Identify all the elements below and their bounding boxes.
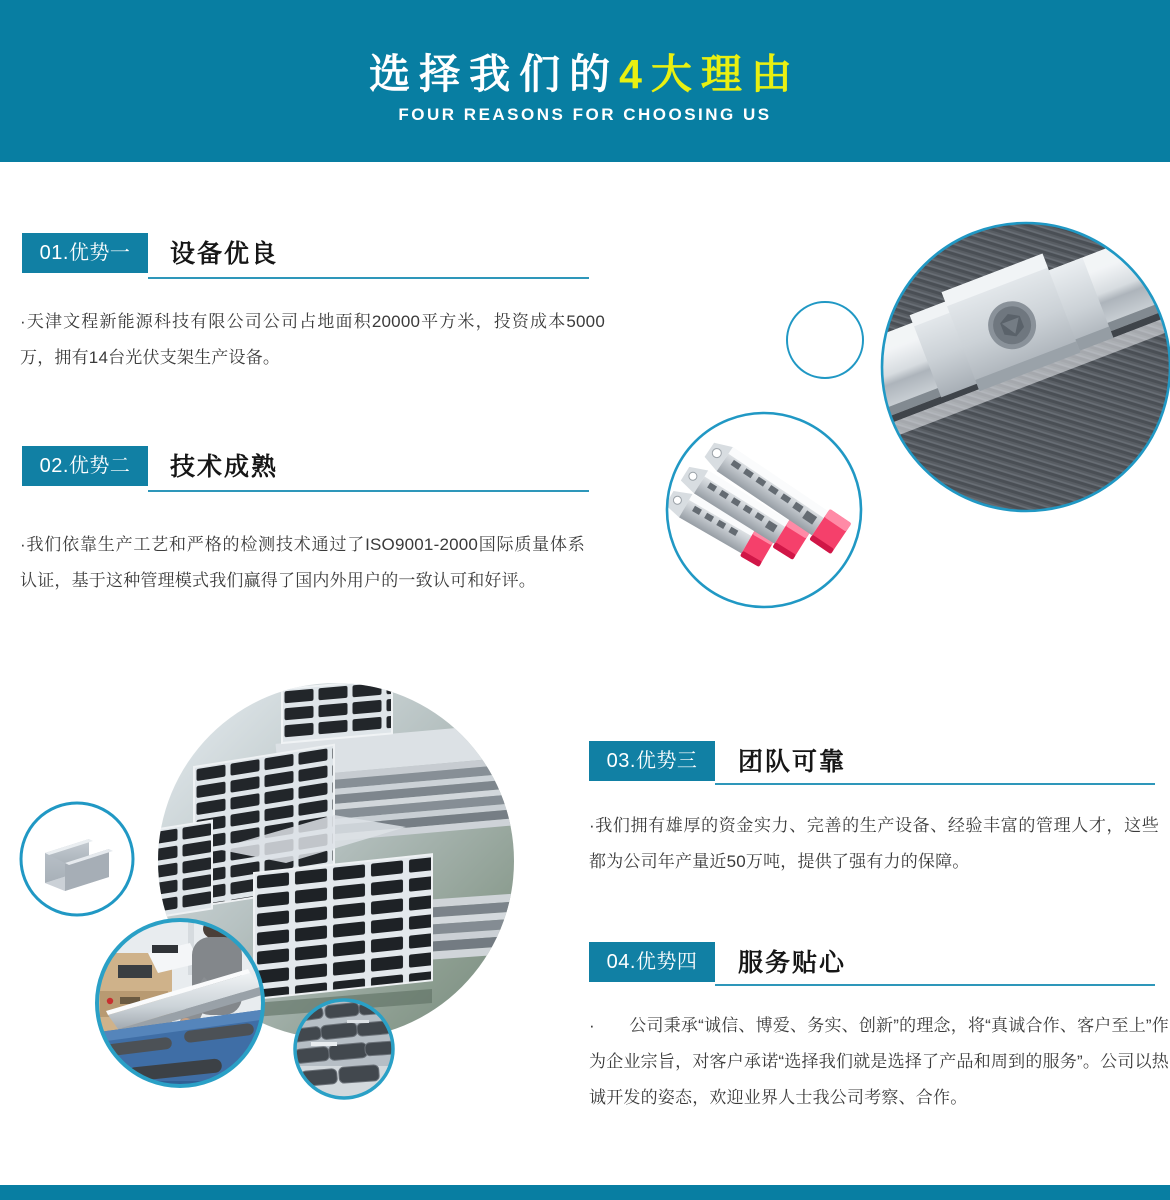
decorative-ring	[786, 301, 864, 379]
advantage-2-badge: 02.优势二	[22, 446, 148, 486]
advantage-4-heading: 服务贴心	[738, 949, 847, 977]
advantage-2-underline	[148, 490, 589, 492]
photo-solar-clamp-circle	[878, 219, 1170, 515]
photo-u-channel-circle	[17, 799, 137, 919]
advantage-2-heading: 技术成熟	[170, 453, 279, 481]
photo-punched-brackets-circle	[663, 409, 865, 611]
footer-strip	[0, 1185, 1170, 1200]
page-title	[0, 0, 1170, 98]
header-band	[0, 0, 1170, 162]
advantage-3-body: ·我们拥有雄厚的资金实力、完善的生产设备、经验丰富的管理人才，这些都为公司年产量近50万吨，提供了强有力的保障。	[589, 816, 1159, 871]
advantage-1-badge: 01.优势一	[22, 233, 148, 273]
advantage-2-body: ·我们依靠生产工艺和严格的检测技术通过了ISO9001-2000国际质量体系认证，基于这种管理模式我们赢得了国内外用户的一致认可和好评。	[20, 535, 585, 590]
advantage-1-underline	[148, 277, 589, 279]
advantage-1-body: ·天津文程新能源科技有限公司公司占地面积20000平方米，投资成本5000万，拥有14台光伏支架生产设备。	[20, 312, 605, 367]
page-subtitle: FOUR REASONS FOR CHOOSING US	[398, 105, 772, 124]
advantage-4-body: · 公司秉承“诚信、博爱、务实、创新”的理念，将“真诚合作、客户至上”作为企业宗旨，对客户承诺“选择我们就是选择了产品和周到的服务”。公司以热诚开发的姿态，欢迎业界人士我公司考察、合作。	[589, 1016, 1169, 1107]
advantage-3-underline	[715, 783, 1155, 785]
advantage-3-badge: 03.优势三	[589, 741, 715, 781]
photo-steel-bundles-circle	[291, 996, 397, 1102]
advantage-3-heading: 团队可靠	[738, 748, 847, 776]
advantage-4-badge: 04.优势四	[589, 942, 715, 982]
page-title-main: 选择我们的	[369, 51, 620, 97]
advantage-4-underline	[715, 984, 1155, 986]
advantage-1-heading: 设备优良	[170, 240, 279, 268]
page-title-accent: 4大理由	[619, 51, 801, 97]
photo-factory-worker-circle	[92, 915, 268, 1091]
